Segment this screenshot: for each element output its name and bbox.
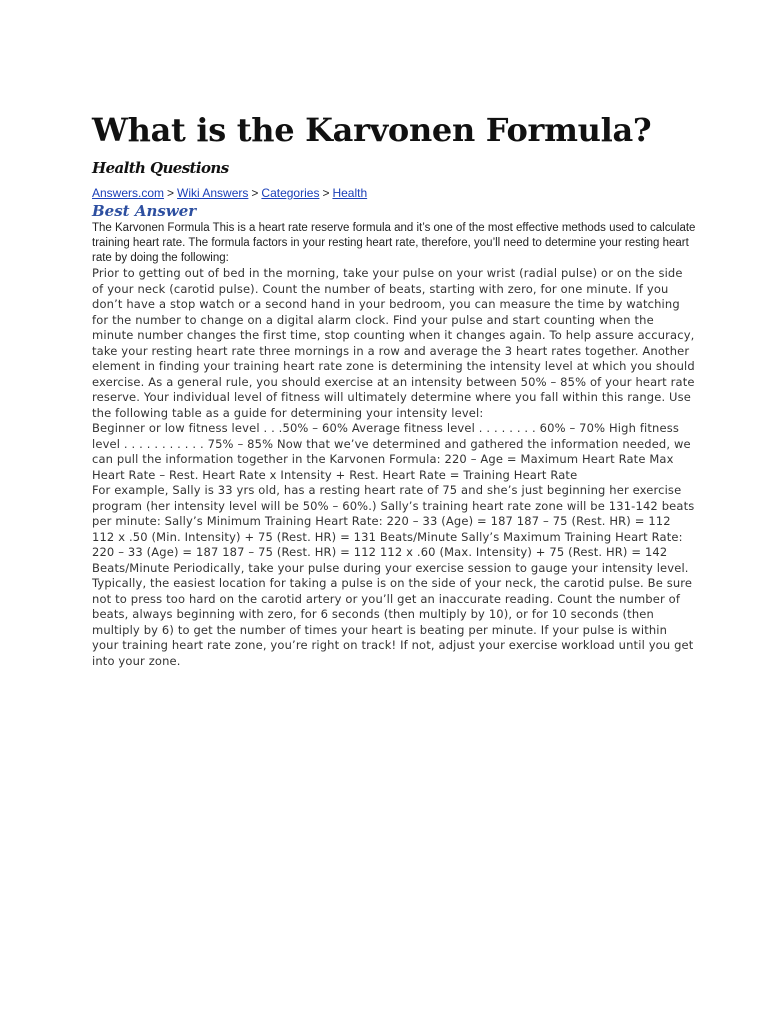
breadcrumb-link-health[interactable]: Health: [332, 186, 368, 200]
answer-paragraph: Prior to getting out of bed in the morning, take your pulse on your wrist (radial pulse) or on the side of your neck (carotid pulse). Count the number of beats, starting with zero, for one minute. If you don’t have a stop watch or a second hand in your bedroom, you can measure the time by watching for the number to change on a digital alarm clock. Find your pulse and start counting when the minute number changes the first time, stop counting when it changes again. To help assure accuracy, take your resting heart rate three mornings in a row and average the 3 heart rates together. Another element in finding your training heart rate zone is determining the intensity level at which you should exercise. As a general rule, you should exercise at an intensity between 50% – 85% of your heart rate reserve. Your individual level of fitness will ultimately determine where you fall within this range. Use the following table as a guide for determining your intensity level:: [92, 266, 695, 420]
page-title: What is the Karvonen Formula?: [92, 111, 652, 149]
breadcrumb-link-answers[interactable]: Answers.com: [92, 186, 165, 200]
breadcrumb: [92, 186, 696, 200]
breadcrumb-link-wiki-answers[interactable]: Wiki Answers: [177, 186, 249, 200]
answer-body: [92, 266, 696, 669]
best-answer-heading: Best Answer: [92, 202, 197, 220]
breadcrumb-separator: >: [251, 186, 259, 200]
answer-paragraph: Beginner or low fitness level . . .50% – 60% Average fitness level . . . . . . . . 60% – 70% High fitness level . . . . . . . . . . . 75% – 85% Now that we’ve determined and gathered the information needed, we can pull the information together in the Karvonen Formula: 220 – Age = Maximum Heart Rate Max Heart Rate – Rest. Heart Rate x Intensity + Rest. Heart Rate = Training Heart Rate: [92, 421, 691, 482]
category-subtitle: Health Questions: [92, 159, 229, 177]
breadcrumb-separator: >: [322, 186, 330, 200]
answer-intro: The Karvonen Formula This is a heart rate reserve formula and it’s one of the most effective methods used to calculate training heart rate. The formula factors in your resting heart rate, therefore, you’ll need to determine your resting heart rate by doing the following:: [92, 222, 696, 264]
breadcrumb-link-categories[interactable]: Categories: [261, 186, 320, 200]
answer-paragraph: For example, Sally is 33 yrs old, has a resting heart rate of 75 and she’s just beginning her exercise program (her intensity level will be 50% – 60%.) Sally’s training heart rate zone will be 131-142 beats per minute: Sally’s Minimum Training Heart Rate: 220 – 33 (Age) = 187 187 – 75 (Rest. HR) = 112 112 x .50 (Min. Intensity) + 75 (Rest. HR) = 131 Beats/Minute Sally’s Maximum Training Heart Rate: 220 – 33 (Age) = 187 187 – 75 (Rest. HR) = 112 112 x .60 (Max. Intensity) + 75 (Rest. HR) = 142 Beats/Minute Periodically, take your pulse during your exercise session to gauge your intensity level. Typically, the easiest location for taking a pulse is on the side of your neck, the carotid pulse. Be sure not to press too hard on the carotid artery or you’ll get an inaccurate reading. Count the number of beats, always beginning with zero, for 6 seconds (then multiply by 10), or for 10 seconds (then multiply by 6) to get the number of times your heart is beating per minute. If your pulse is within your training heart rate zone, you’re right on track! If not, adjust your exercise workload until you get into your zone.: [92, 483, 695, 668]
breadcrumb-separator: >: [167, 186, 175, 200]
document-page: [92, 108, 696, 669]
